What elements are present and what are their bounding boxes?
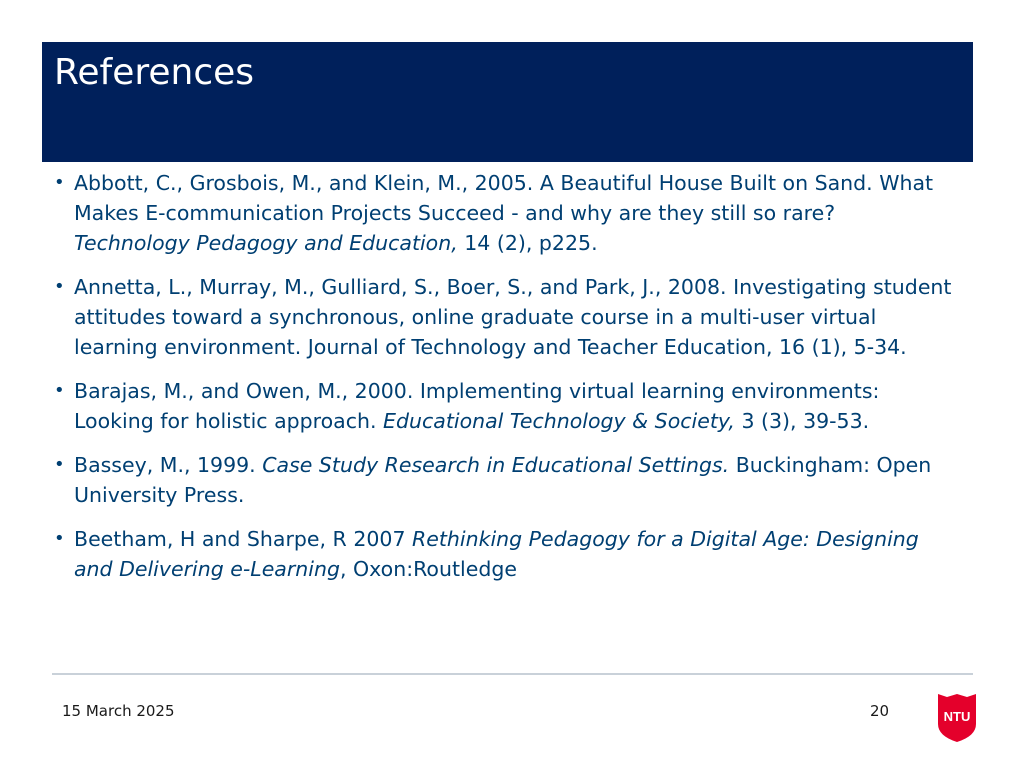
ntu-logo-icon <box>938 694 976 742</box>
reference-text <box>74 527 919 581</box>
reference-part: Abbott, C., Grosbois, M., and Klein, M., 2005. A Beautiful House Built on Sand. What Makes E-communication Projects Succeed - and why are they still so rare? <box>74 171 934 225</box>
bullet-icon: • <box>54 380 65 401</box>
reference-part: Barajas, M., and Owen, M., 2000. Implementing virtual learning environments: Looking for holistic approach. <box>74 379 880 433</box>
footer-divider <box>52 673 973 675</box>
reference-part-italic: Educational Technology & Society, <box>383 409 735 433</box>
ntu-logo-text: NTU <box>943 709 971 724</box>
reference-part: Annetta, L., Murray, M., Gulliard, S., Boer, S., and Park, J., 2008. Investigating student attitudes toward a synchronous, online graduate course in a multi-user virtual learning environment. Journal of Technology and Teacher Education, 16 (1), 5-34. <box>74 275 952 359</box>
bullet-icon: • <box>54 276 65 297</box>
reference-part: 3 (3), 39-53. <box>734 409 870 433</box>
slide-title: References <box>54 52 255 93</box>
slide-date: 15 March 2025 <box>62 702 175 720</box>
reference-item <box>52 168 952 258</box>
title-bar <box>42 42 973 162</box>
reference-text <box>74 453 931 507</box>
bullet-icon: • <box>54 454 65 475</box>
reference-text <box>74 275 951 359</box>
page-number: 20 <box>870 702 890 720</box>
reference-item <box>52 376 952 436</box>
reference-item <box>52 272 952 362</box>
reference-part: 14 (2), p225. <box>457 231 598 255</box>
reference-item <box>52 450 952 510</box>
reference-item <box>52 524 952 584</box>
reference-part-italic: Case Study Research in Educational Settings. <box>262 453 730 477</box>
reference-part: Beetham, H and Sharpe, R 2007 <box>74 527 412 551</box>
reference-part: Buckingham: Open University Press. <box>74 453 932 507</box>
bullet-icon: • <box>54 172 65 193</box>
bullet-icon: • <box>54 528 65 549</box>
reference-text <box>74 379 879 433</box>
reference-part-italic: Rethinking Pedagogy for a Digital Age: Designing and Delivering e-Learning <box>74 527 919 581</box>
reference-list <box>52 168 952 598</box>
reference-part-italic: Technology Pedagogy and Education, <box>74 231 458 255</box>
reference-text <box>74 171 933 255</box>
reference-part: , Oxon:Routledge <box>340 557 517 581</box>
reference-part: Bassey, M., 1999. <box>74 453 263 477</box>
